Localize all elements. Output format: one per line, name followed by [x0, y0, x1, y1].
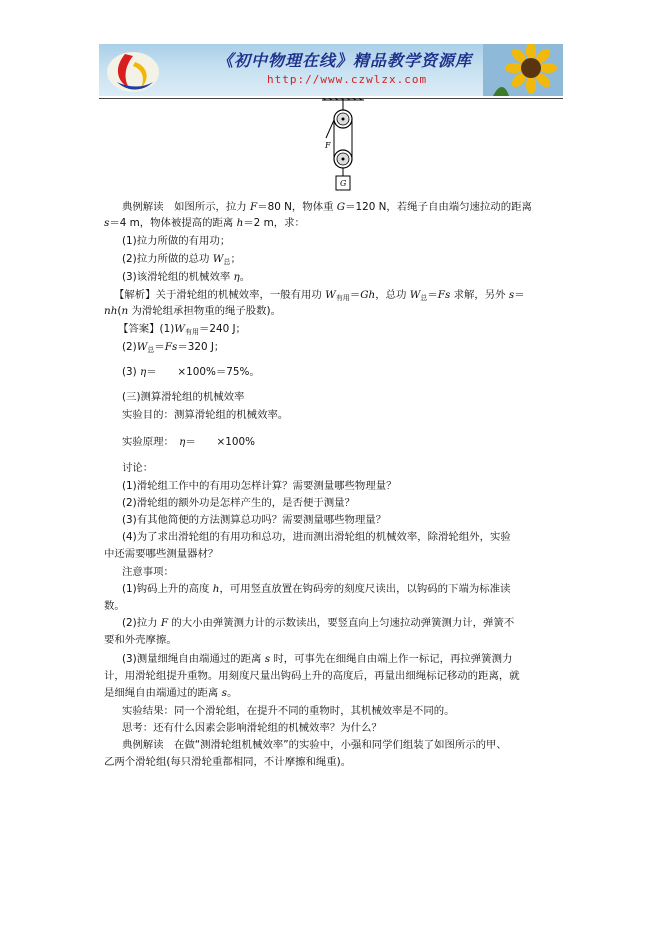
experiment-purpose: 实验目的：测算滑轮组的机械效率。: [122, 409, 289, 421]
note-2b: 要和外壳摩擦。: [104, 634, 177, 646]
note-1a: (1)钩码上升的高度 h，可用竖直放置在钩码旁的刻度尺读出，以钩码的下端为标准读: [122, 583, 511, 595]
answer-line2: $(2)W_总=Fs=320$ J；: [122, 341, 225, 354]
site-url[interactable]: http://www.czwlzx.com: [267, 73, 428, 86]
site-logo-icon: [103, 46, 163, 94]
header-banner: [99, 44, 563, 96]
note-3c: 是细绳自由端通过的距离 s。: [104, 687, 238, 699]
section-heading: (三)测算滑轮组的机械效率: [122, 391, 245, 403]
discussion-2: (2)滑轮组的额外功是怎样产生的，是否便于测量？: [122, 497, 355, 509]
note-1b: 数。: [104, 600, 125, 612]
discussion-3: (3)有其他简便的方法测算总功吗？需要测量哪些物理量？: [122, 514, 387, 526]
site-title: 《初中物理在线》精品教学资源库: [217, 51, 473, 70]
answer-line3: (3) η＝ ×100%＝75%。: [122, 366, 260, 378]
force-label: F: [325, 141, 331, 150]
experiment-result: 实验结果：同一个滑轮组，在提升不同的重物时，其机械效率是不同的。: [122, 705, 455, 717]
discussion-4a: (4)为了求出滑轮组的有用功和总功，进而测出滑轮组的机械效率，除滑轮组外，实验: [122, 531, 511, 543]
think-question: 思考：还有什么因素会影响滑轮组的机械效率？为什么？: [122, 722, 382, 734]
example1-line1: 典例解读 如图所示，拉力 F＝80 N，物体重 G＝120 N，若绳子自由端匀速拉动的距离: [122, 201, 532, 213]
note-3a: (3)测量细绳自由端通过的距离 s 时，可事先在细绳自由端上作一标记，再拉弹簧测力: [122, 653, 513, 665]
sunflower-icon: [483, 44, 563, 96]
experiment-principle: 实验原理： η＝ ×100%: [122, 436, 255, 448]
question-1: (1)拉力所做的有用功；: [122, 235, 231, 247]
example2-line2: 乙两个滑轮组(每只滑轮重都相同，不计摩擦和绳重)。: [104, 756, 352, 768]
answer-line1: 【答案】$(1)W_{有用}=240$ J；: [118, 323, 246, 336]
pulley-diagram: [318, 98, 368, 194]
question-2: (2)拉力所做的总功 $W_总$；: [122, 253, 241, 266]
discussion-1: (1)滑轮组工作中的有用功怎样计算？需要测量哪些物理量？: [122, 480, 397, 492]
example2-line1: 典例解读 在做“测滑轮组机械效率”的实验中，小强和同学们组装了如图所示的甲、: [122, 739, 507, 751]
analysis-line1: 【解析】关于滑轮组的机械效率，一般有用功 $W_{有用}=Gh$，总功 $W_总=Fs$ 求解，另外 s＝: [114, 289, 525, 302]
analysis-line2: nh(n 为滑轮组承担物重的绳子股数)。: [104, 305, 281, 317]
weight-label: G: [340, 179, 347, 188]
note-3b: 计，用滑轮组提升重物。用刻度尺量出钩码上升的高度后，再量出细绳标记移动的距离，就: [104, 670, 520, 682]
discussion-4b: 中还需要哪些测量器材？: [104, 548, 219, 560]
notes-heading: 注意事项：: [122, 566, 174, 578]
question-3: (3)该滑轮组的机械效率 η。: [122, 271, 251, 283]
example1-line2: s＝4 m，物体被提高的距离 h＝2 m，求：: [104, 217, 305, 229]
note-2a: (2)拉力 F 的大小由弹簧测力计的示数读出，要竖直向上匀速拉动弹簧测力计，弹簧不: [122, 617, 515, 629]
discussion-heading: 讨论：: [122, 462, 154, 474]
